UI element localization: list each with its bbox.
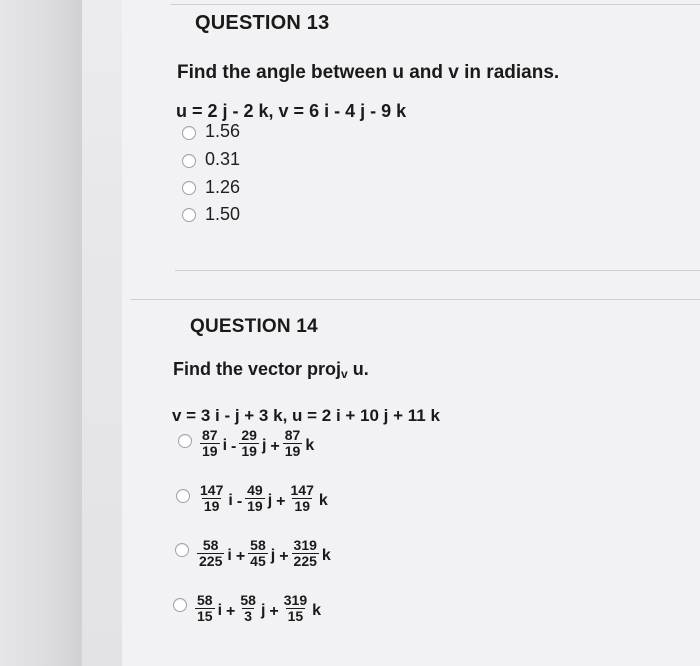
prompt-text: Find the vector proj: [173, 359, 342, 379]
fraction-k: $\frac{87}{19}$: [284, 427, 301, 459]
fraction-j: $\frac{49}{19}$: [247, 482, 263, 514]
fraction-i: $\frac{147}{19}$: [200, 482, 224, 514]
fraction-i: $\frac{87}{19}$: [202, 427, 218, 459]
q14-option-2-radio[interactable]: [176, 489, 190, 503]
q14-option-3-expression[interactable]: $\frac{58}{225}$ i + $\frac{58}{45}$ j + $\frac{319}{225}$ k: [199, 537, 331, 569]
q13-option-1-label[interactable]: 1.56: [205, 121, 241, 141]
question-13-bottom-divider: [175, 270, 700, 271]
top-divider: [170, 4, 700, 5]
q14-option-1-expression[interactable]: $\frac{87}{19}$ i - $\frac{29}{19}$ j + $\frac{87}{19}$ k: [202, 427, 315, 459]
left-margin: [0, 0, 82, 666]
fraction-j: $\frac{29}{19}$: [241, 427, 257, 459]
q14-option-2-expression[interactable]: $\frac{147}{19}$ i - $\frac{49}{19}$ j + $\frac{147}{19}$ k: [200, 482, 328, 514]
q13-option-3-radio[interactable]: [182, 181, 196, 195]
q14-option-1-radio[interactable]: [178, 434, 192, 448]
q13-option-2-radio[interactable]: [182, 154, 196, 168]
prompt-tail: u.: [347, 359, 369, 379]
question-13-prompt: Find the angle between u and v in radians.: [177, 62, 560, 83]
q13-option-4-radio[interactable]: [182, 208, 196, 222]
q14-option-4-expression[interactable]: $\frac{58}{15}$ i + $\frac{58}{3}$ j + $\frac{319}{15}$ k: [197, 592, 322, 624]
question-13-title: QUESTION 13: [195, 12, 330, 34]
q13-option-2-label[interactable]: 0.31: [205, 149, 241, 169]
q13-option-4-label[interactable]: 1.50: [205, 204, 241, 224]
fraction-j: $\frac{58}{3}$: [240, 592, 256, 624]
fraction-i: $\frac{58}{225}$: [199, 537, 223, 569]
q14-option-3-radio[interactable]: [175, 543, 189, 557]
q14-option-4-radio[interactable]: [173, 598, 187, 612]
question-13-given: u = 2 j - 2 k, v = 6 i - 4 j - 9 k: [176, 101, 407, 121]
q13-option-3-label[interactable]: 1.26: [205, 177, 241, 197]
fraction-k: $\frac{319}{15}$: [283, 592, 308, 624]
section-divider: [130, 299, 700, 300]
q13-option-1-radio[interactable]: [182, 126, 196, 140]
fraction-k: $\frac{319}{225}$: [293, 537, 317, 569]
fraction-i: $\frac{58}{15}$: [197, 592, 213, 624]
prompt-subscript: v: [341, 367, 348, 381]
fraction-k: $\frac{147}{19}$: [290, 482, 314, 514]
question-14-given: v = 3 i - j + 3 k, u = 2 i + 10 j + 11 k: [172, 406, 440, 425]
question-14-title: QUESTION 14: [190, 316, 318, 337]
question-14-prompt: [173, 359, 369, 381]
page-area: [82, 0, 700, 666]
fraction-j: $\frac{58}{45}$: [250, 537, 266, 569]
